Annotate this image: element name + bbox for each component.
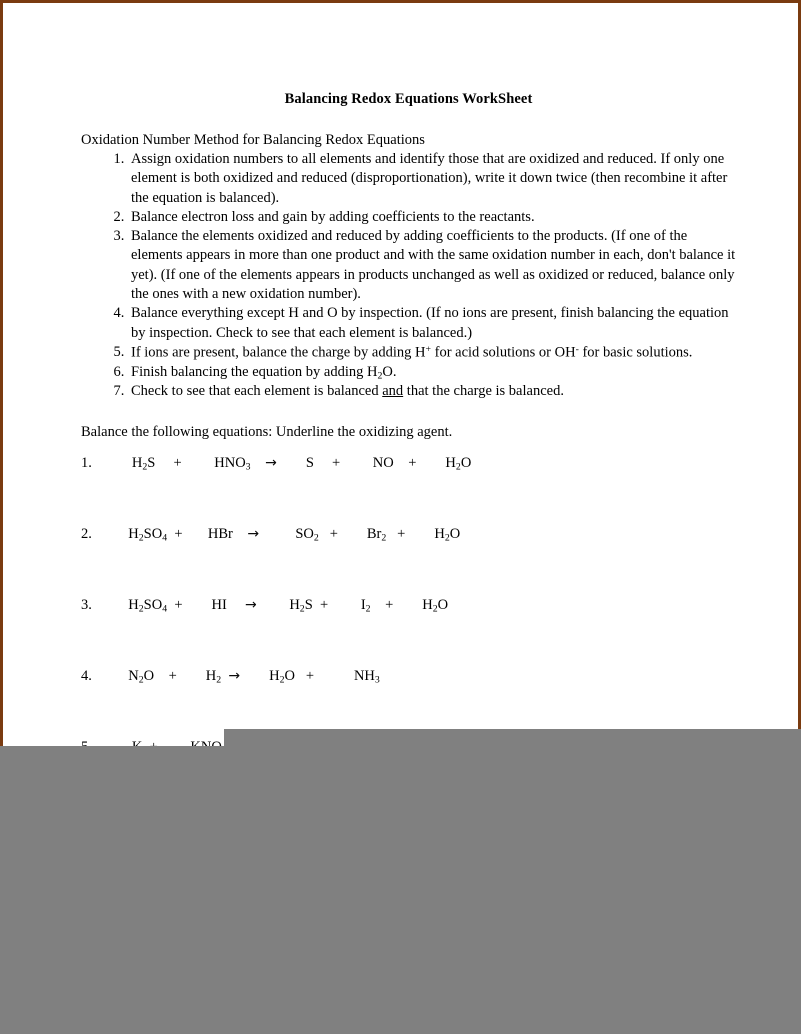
page-title: Balancing Redox Equations WorkSheet bbox=[284, 91, 533, 107]
document-content bbox=[81, 91, 736, 810]
equation-body: $H_2S$ + $HNO_3$ → S + NO + $H_2O$ bbox=[121, 455, 472, 473]
arrow-icon: → bbox=[265, 455, 277, 472]
intro-heading: Oxidation Number Method for Balancing Redox Equations bbox=[81, 132, 425, 148]
list-item: 6. Finish balancing the equation by adding $H_2O$. bbox=[128, 363, 736, 382]
equation-number: 3. bbox=[81, 597, 92, 614]
arrow-icon: → bbox=[247, 526, 260, 543]
list-item: 2. Balance electron loss and gain by adding coefficients to the reactants. bbox=[128, 208, 736, 227]
list-item: 5. If ions are present, balance the charge by adding H+ for acid solutions or OH- for basic solutions. bbox=[128, 343, 736, 363]
equation-number: 1. bbox=[81, 455, 92, 472]
list-item: 4. Balance everything except H and O by inspection. (If no ions are present, finish balancing the equation by inspection. Check to see that each element is balanced.) bbox=[128, 304, 736, 343]
equation-body: $H_2SO_4$ + HBr → $SO_2$ + $Br_2$ + $H_2O$ bbox=[121, 526, 461, 544]
equation-body: $H_2SO_4$ + HI → $H_2S$ + $I_2$ + $H_2O$ bbox=[121, 597, 449, 615]
equation-number: 4. bbox=[81, 668, 92, 685]
list-item: 7. Check to see that each element is balanced and that the charge is balanced. bbox=[128, 382, 736, 401]
equation-row-3 bbox=[81, 597, 736, 668]
occlusion-overlay bbox=[0, 746, 801, 1034]
steps-list bbox=[81, 150, 736, 401]
instruction-line: Balance the following equations: Underline the oxidizing agent. bbox=[81, 424, 453, 441]
equation-number: 2. bbox=[81, 526, 92, 543]
arrow-icon: → bbox=[228, 668, 241, 685]
equation-body: $N_2O$ + $H_2$ → $H_2O$ + $NH_3$ bbox=[121, 668, 380, 686]
arrow-icon: → bbox=[244, 597, 257, 614]
equation-row-2 bbox=[81, 526, 736, 597]
equation-row-1 bbox=[81, 455, 736, 526]
occlusion-overlay-top bbox=[224, 729, 801, 746]
list-item: 3. Balance the elements oxidized and reduced by adding coefficients to the products. (If one of the elements appears in more than one product and with the same oxidation number in each, don't balance it yet). (If one of the elements appears in products unchanged as well as oxidized or reduced, balance only the ones with a new oxidation number). bbox=[128, 227, 736, 304]
list-item: 1. Assign oxidation numbers to all elements and identify those that are oxidized and reduced. If only one element is both oxidized and reduced (disproportionation), write it down twice (then recombine it after the equation is balanced). bbox=[128, 150, 736, 208]
